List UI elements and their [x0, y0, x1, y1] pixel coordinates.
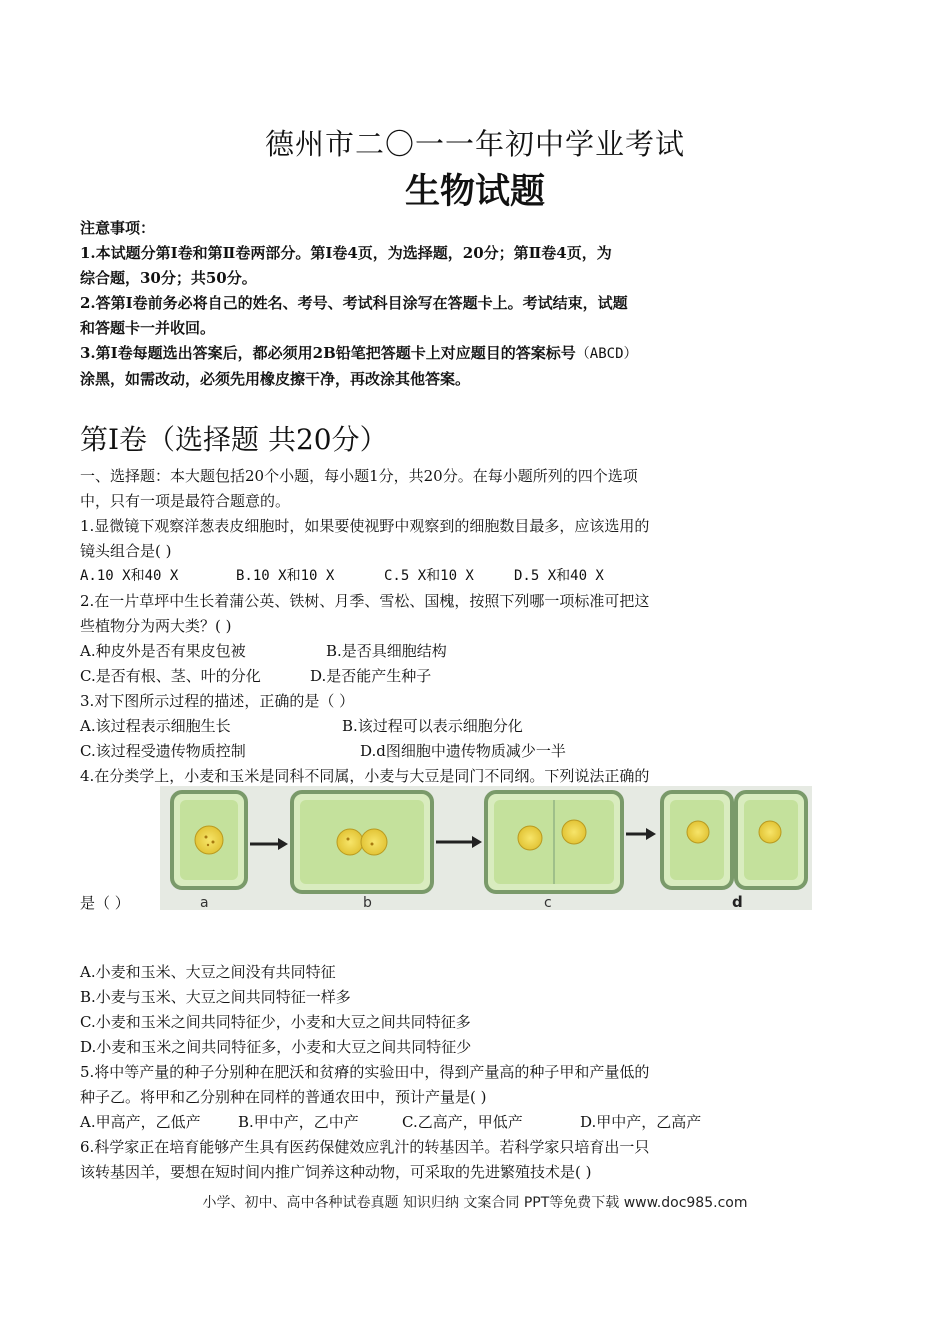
q1-stem-b: 镜头组合是( )	[80, 542, 172, 560]
footer-text: 小学、初中、高中各种试卷真题 知识归纳 文案合同 PPT等免费下载 www.doc985.com	[202, 1195, 748, 1211]
figure-label-c: c	[544, 895, 552, 910]
q3-stem: 3.对下图所示过程的描述，正确的是（ ）	[80, 692, 355, 710]
notice-item-1a: 1.本试题分第Ⅰ卷和第Ⅱ卷两部分。第Ⅰ卷4页，为选择题，20分；第Ⅱ卷4页，为	[80, 244, 612, 262]
q2-option-d: D.是否能产生种子	[310, 667, 432, 685]
q3-option-c: C.该过程受遗传物质控制	[80, 742, 246, 760]
cell-d	[662, 792, 806, 888]
subject-title: 生物试题	[404, 172, 545, 212]
nucleus-d-right	[759, 821, 781, 843]
notice-item-3a	[80, 341, 760, 367]
q3-option-a: A.该过程表示细胞生长	[80, 717, 231, 735]
q4-option-c: C.小麦和玉米之间共同特征少，小麦和大豆之间共同特征多	[80, 1013, 471, 1031]
figure-label-a: a	[200, 895, 209, 910]
nucleus-c-right	[562, 820, 586, 844]
q2-option-b: B.是否具细胞结构	[326, 642, 447, 660]
nucleus-b-right	[361, 829, 387, 855]
nucleus-d-left	[687, 821, 709, 843]
questions-block	[80, 464, 770, 789]
q5-stem-a: 5.将中等产量的种子分别种在肥沃和贫瘠的实验田中，得到产量高的种子甲和产量低的	[80, 1063, 650, 1081]
q2-option-c: C.是否有根、茎、叶的分化	[80, 667, 261, 685]
q1-option-c: C.5 X和10 X	[384, 568, 474, 584]
notice-item-3a-abcd: （ABCD）	[575, 346, 638, 362]
q6-stem-a: 6.科学家正在培育能够产生具有医药保健效应乳汁的转基因羊。若科学家只培育出一只	[80, 1138, 650, 1156]
cell-division-svg	[160, 786, 812, 910]
notice-item-3a-text: 3.第Ⅰ卷每题选出答案后，都必须用2B铅笔把答题卡上对应题目的答案标号	[80, 344, 576, 362]
q5-stem-b: 种子乙。将甲和乙分别种在同样的普通农田中，预计产量是( )	[80, 1088, 487, 1106]
q5-option-a: A.甲高产，乙低产	[80, 1113, 201, 1131]
q1-option-d: D.5 X和40 X	[514, 568, 604, 584]
q2-option-a: A.种皮外是否有果皮包被	[80, 642, 246, 660]
q5-option-b: B.甲中产，乙中产	[238, 1113, 359, 1131]
figure-label-b: b	[363, 895, 372, 910]
q3-options-row1	[80, 714, 770, 739]
q3-option-d: D.d图细胞中遗传物质减少一半	[360, 742, 566, 760]
q1-options	[80, 564, 770, 589]
notice-heading: 注意事项：	[80, 219, 156, 237]
q2-options-row2	[80, 664, 770, 689]
notice-item-3b: 涂黑，如需改动，必须先用橡皮擦干净，再改涂其他答案。	[80, 370, 471, 388]
q6-stem-b: 该转基因羊，要想在短时间内推广饲养这种动物，可采取的先进繁殖技术是( )	[80, 1163, 592, 1181]
q3-option-b: B.该过程可以表示细胞分化	[342, 717, 523, 735]
q1-stem-a: 1.显微镜下观察洋葱表皮细胞时，如果要使视野中观察到的细胞数目最多，应该选用的	[80, 517, 650, 535]
section-intro-b: 中，只有一项是最符合题意的。	[80, 492, 291, 510]
section-intro-a: 一、选择题：本大题包括20个小题，每小题1分，共20分。在每小题所列的四个选项	[80, 467, 638, 485]
cell-c	[486, 792, 622, 892]
q4-option-b: B.小麦与玉米、大豆之间共同特征一样多	[80, 988, 351, 1006]
cell-a	[172, 792, 246, 888]
q2-options-row1	[80, 639, 770, 664]
q4-stem-a: 4.在分类学上，小麦和玉米是同科不同属，小麦与大豆是同门不同纲。下列说法正确的	[80, 767, 650, 785]
nucleus-a	[195, 826, 223, 854]
q5-options	[80, 1110, 770, 1135]
questions-block-2	[80, 960, 770, 1185]
arrow-1-icon	[250, 838, 288, 850]
q5-option-c: C.乙高产，甲低产	[402, 1113, 523, 1131]
q1-option-b: B.10 X和10 X	[236, 568, 335, 584]
figure-label-d: d	[732, 893, 743, 910]
q2-stem-b: 些植物分为两大类？( )	[80, 617, 232, 635]
q2-stem-a: 2.在一片草坪中生长着蒲公英、铁树、月季、雪松、国槐，按照下列哪一项标准可把这	[80, 592, 650, 610]
cell-b	[292, 792, 432, 892]
notice-item-1b: 综合题，30分；共50分。	[80, 269, 257, 287]
arrow-2-icon	[436, 836, 482, 848]
nucleus-c-left	[518, 826, 542, 850]
arrow-3-icon	[626, 828, 656, 840]
cell-division-figure	[160, 786, 812, 910]
section-title: 第Ⅰ卷（选择题 共20分）	[80, 423, 388, 456]
notice-item-2b: 和答题卡一并收回。	[80, 319, 216, 337]
notice-block	[80, 216, 760, 392]
q4-option-a: A.小麦和玉米、大豆之间没有共同特征	[80, 963, 336, 981]
q3-options-row2	[80, 739, 770, 764]
page-title: 德州市二〇一一年初中学业考试	[264, 127, 685, 161]
nucleus-b-left	[337, 829, 363, 855]
q5-option-d: D.甲中产，乙高产	[580, 1113, 702, 1131]
q4-stem-b: 是（ ）	[80, 894, 130, 912]
q4-option-d: D.小麦和玉米之间共同特征多，小麦和大豆之间共同特征少	[80, 1038, 472, 1056]
notice-item-2a: 2.答第Ⅰ卷前务必将自己的姓名、考号、考试科目涂写在答题卡上。考试结束，试题	[80, 294, 628, 312]
q1-option-a: A.10 X和40 X	[80, 568, 179, 584]
